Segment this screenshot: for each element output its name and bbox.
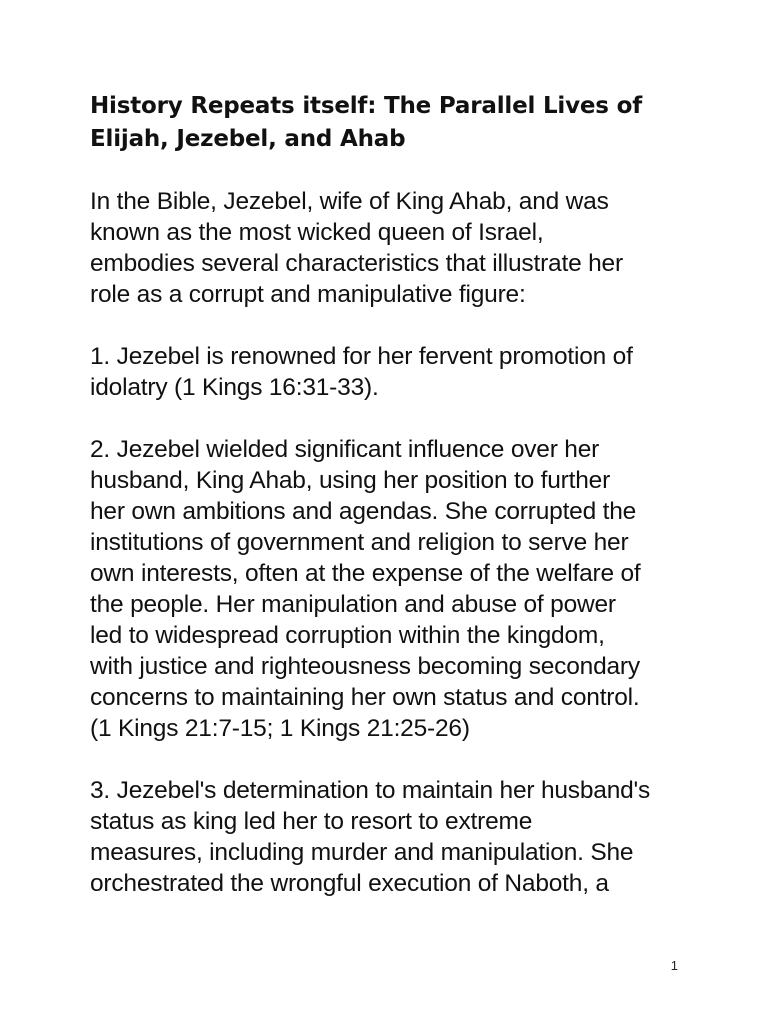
text-line: role as a corrupt and manipulative figure: <box>90 281 526 308</box>
text-line: concerns to maintaining her own status and control. <box>90 684 640 711</box>
title-line: History Repeats itself: The Parallel Lives of <box>90 93 642 119</box>
text-line: 1. Jezebel is renowned for her fervent promotion of <box>90 343 633 370</box>
point-1-paragraph <box>90 341 690 403</box>
text-line: orchestrated the wrongful execution of Naboth, a <box>90 870 609 897</box>
text-line: In the Bible, Jezebel, wife of King Ahab, and was <box>90 188 609 215</box>
text-line: idolatry (1 Kings 16:31-33). <box>90 374 379 401</box>
text-line: led to widespread corruption within the kingdom, <box>90 622 605 649</box>
point-3-paragraph <box>90 775 690 899</box>
text-line: her own ambitions and agendas. She corrupted the <box>90 498 637 525</box>
page-number: 1 <box>670 958 678 973</box>
title-line: Elijah, Jezebel, and Ahab <box>90 126 406 152</box>
text-line: measures, including murder and manipulation. She <box>90 839 634 866</box>
text-line: with justice and righteousness becoming secondary <box>90 653 640 680</box>
document-title <box>90 90 690 156</box>
page-content <box>90 90 690 930</box>
text-line: husband, King Ahab, using her position to further <box>90 467 611 494</box>
text-line: own interests, often at the expense of the welfare of <box>90 560 641 587</box>
text-line: known as the most wicked queen of Israel, <box>90 219 544 246</box>
point-2-paragraph <box>90 434 690 744</box>
text-line: 2. Jezebel wielded significant influence over her <box>90 436 600 463</box>
text-line: 3. Jezebel's determination to maintain her husband's <box>90 777 651 804</box>
text-line: (1 Kings 21:7-15; 1 Kings 21:25-26) <box>90 715 470 742</box>
text-line: institutions of government and religion to serve her <box>90 529 629 556</box>
text-line: embodies several characteristics that illustrate her <box>90 250 623 277</box>
intro-paragraph <box>90 186 690 310</box>
text-line: status as king led her to resort to extreme <box>90 808 533 835</box>
text-line: the people. Her manipulation and abuse of power <box>90 591 616 618</box>
